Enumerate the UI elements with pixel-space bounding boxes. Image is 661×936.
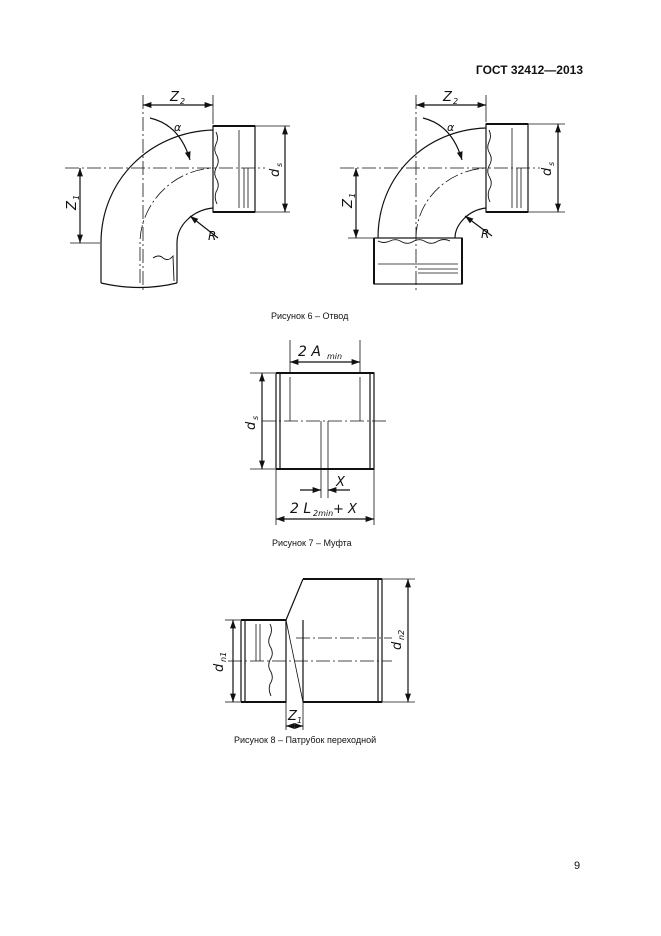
- lmin-sub: 2min: [313, 509, 334, 518]
- ds-label-fig7: d: [244, 421, 259, 430]
- z2-label: Z: [170, 90, 179, 105]
- z2-sub-right: 2: [453, 97, 459, 106]
- ds-sub-right: s: [547, 161, 556, 166]
- standard-header: ГОСТ 32412—2013: [475, 63, 583, 77]
- dn2-sub: n2: [397, 629, 406, 640]
- ds-sub: s: [275, 162, 284, 167]
- ds-label: d: [268, 168, 283, 177]
- dn2-label: d: [390, 641, 405, 650]
- z1-sub: 1: [72, 194, 81, 200]
- z1-label-right: Z: [341, 199, 356, 208]
- z2-label-right: Z: [443, 90, 452, 105]
- ds-label-right: d: [540, 167, 555, 176]
- z1-label: Z: [65, 201, 80, 210]
- z2-sub: 2: [180, 97, 186, 106]
- figure-6-right-elbow: [340, 90, 565, 292]
- r-label: R: [208, 229, 217, 243]
- z1-label-fig8: Z: [288, 709, 297, 724]
- amin-label: 2 A: [298, 344, 321, 360]
- figure-6-left-elbow: [65, 90, 290, 290]
- figure-7-coupling: [244, 340, 388, 525]
- figure-7-caption: Рисунок 7 – Муфта: [272, 538, 352, 548]
- z1-sub-fig8: 1: [297, 716, 303, 725]
- lmin-tail: + X: [333, 502, 357, 517]
- figure-6-caption: Рисунок 6 – Отвод: [271, 311, 349, 321]
- z1-sub-right: 1: [348, 192, 357, 198]
- alpha-label-right: α: [447, 121, 455, 134]
- amin-sub: min: [327, 352, 343, 361]
- r-label-right: R: [481, 227, 490, 241]
- dn1-sub: n1: [219, 651, 228, 662]
- ds-sub-fig7: s: [251, 415, 260, 420]
- figure-8-caption: Рисунок 8 – Патрубок переходной: [234, 735, 377, 745]
- page-number: 9: [574, 860, 581, 872]
- dn1-label: d: [212, 663, 227, 672]
- lmin-label: 2 L: [290, 501, 312, 517]
- figure-8-reducer: [212, 579, 415, 730]
- alpha-label: α: [174, 121, 182, 134]
- x-label: X: [336, 475, 345, 490]
